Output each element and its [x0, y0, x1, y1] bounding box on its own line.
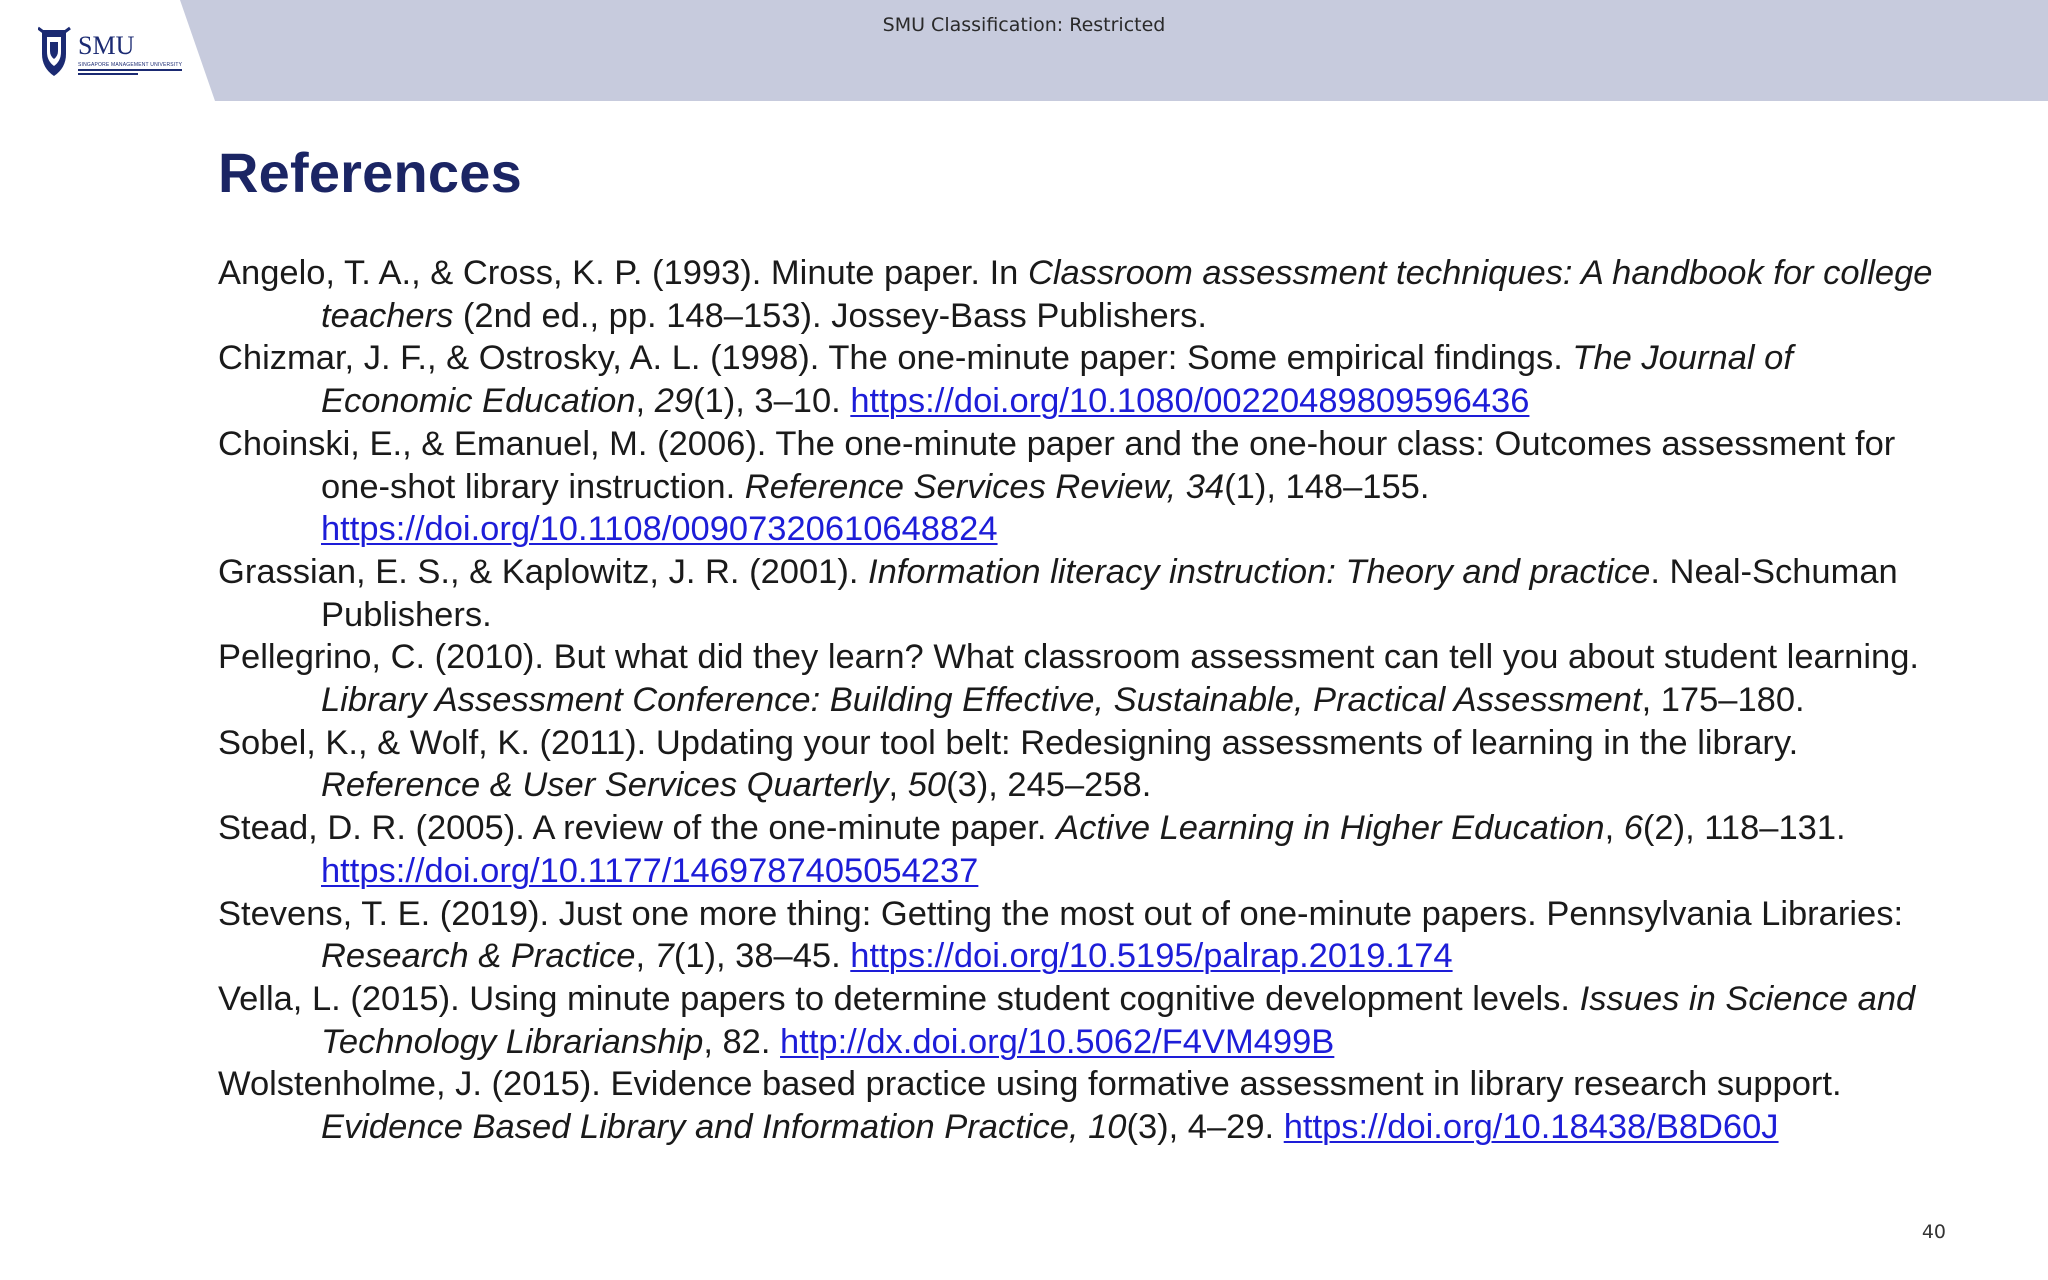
logo-text: SMU — [78, 31, 135, 60]
reference-text: (1), 148–155. — [1224, 467, 1430, 506]
reference-text: (3), 4–29. — [1126, 1108, 1284, 1147]
reference-text: , — [888, 766, 908, 805]
references-list — [218, 252, 1948, 1149]
reference-entry — [218, 893, 1948, 978]
reference-text: , — [635, 382, 655, 421]
reference-text: Angelo, T. A., & Cross, K. P. (1993). Minute paper. In — [218, 254, 1028, 292]
reference-text: , — [635, 937, 655, 976]
page-title: References — [218, 141, 522, 204]
reference-italic-text: Information literacy instruction: Theory and practice — [868, 552, 1651, 591]
reference-text: Stevens, T. E. (2019). Just one more thing: Getting the most out of one-minute papers. Pennsylvania Libraries: — [218, 894, 1904, 933]
doi-link[interactable]: https://doi.org/10.5195/palrap.2019.174 — [850, 937, 1453, 976]
reference-italic-text: Classroom assessment techniques: A handbook for college teachers — [321, 254, 1933, 335]
doi-link[interactable]: https://doi.org/10.1080/00220489809596436 — [850, 382, 1530, 421]
reference-text: . Neal-Schuman Publishers. — [321, 552, 1898, 634]
reference-text: (1), 3–10. — [693, 382, 851, 421]
reference-text: Pellegrino, C. (2010). But what did they learn? What classroom assessment can tell you about student learning. — [218, 638, 1919, 677]
reference-text: (2), 118–131. — [1642, 809, 1846, 848]
reference-entry — [218, 636, 1948, 721]
reference-text: Sobel, K., & Wolf, K. (2011). Updating your tool belt: Redesigning assessments of learning in the library. — [218, 723, 1799, 762]
reference-text: Vella, L. (2015). Using minute papers to determine student cognitive development levels. — [218, 979, 1580, 1018]
reference-italic-text: 7 — [654, 937, 674, 976]
reference-text: (1), 38–45. — [673, 937, 851, 976]
reference-text: Wolstenholme, J. (2015). Evidence based practice using formative assessment in library research support. — [218, 1065, 1842, 1104]
reference-text: Grassian, E. S., & Kaplowitz, J. R. (2001). — [218, 552, 868, 591]
doi-link[interactable]: https://doi.org/10.1177/1469787405054237 — [321, 851, 979, 890]
reference-entry — [218, 423, 1948, 551]
reference-text: Chizmar, J. F., & Ostrosky, A. L. (1998). The one-minute paper: Some empirical findings. — [218, 339, 1573, 378]
reference-italic-text: Library Assessment Conference: Building Effective, Sustainable, Practical Assessment — [321, 681, 1642, 720]
reference-text: , 82. — [703, 1022, 781, 1061]
page-number: 40 — [1921, 1221, 1946, 1243]
reference-text: , — [1604, 809, 1624, 848]
reference-text: , 175–180. — [1641, 681, 1805, 720]
reference-entry — [218, 1063, 1948, 1148]
reference-italic-text: 29 — [654, 382, 694, 421]
reference-text: Stead, D. R. (2005). A review of the one-minute paper. — [218, 809, 1057, 848]
reference-italic-text: Active Learning in Higher Education — [1056, 809, 1605, 848]
reference-entry — [218, 722, 1948, 807]
classification-label: SMU Classification: Restricted — [882, 14, 1166, 36]
reference-italic-text: 6 — [1623, 809, 1643, 848]
reference-entry — [218, 551, 1948, 636]
reference-italic-text: Reference Services Review, 34 — [744, 467, 1225, 506]
reference-italic-text: Issues in Science and Technology Librarianship — [321, 979, 1916, 1061]
doi-link[interactable]: https://doi.org/10.18438/B8D60J — [1283, 1108, 1779, 1147]
doi-link[interactable]: http://dx.doi.org/10.5062/F4VM499B — [780, 1022, 1335, 1061]
reference-entry — [218, 252, 1948, 337]
doi-link[interactable]: https://doi.org/10.1108/00907320610648824 — [321, 510, 998, 549]
reference-entry — [218, 337, 1948, 422]
reference-italic-text: Research & Practice — [321, 937, 636, 976]
logo-subtext: SINGAPORE MANAGEMENT UNIVERSITY — [78, 62, 182, 68]
reference-entry — [218, 807, 1948, 892]
reference-italic-text: Evidence Based Library and Information Practice, 10 — [321, 1108, 1127, 1147]
reference-entry — [218, 978, 1948, 1063]
reference-text: (2nd ed., pp. 148–153). Jossey-Bass Publishers. — [453, 296, 1208, 335]
reference-italic-text: Reference & User Services Quarterly — [321, 766, 889, 805]
reference-text: Choinski, E., & Emanuel, M. (2006). The one-minute paper and the one-hour class: Outcomes assessment for one-shot library instruction. — [218, 424, 1896, 506]
reference-text: (3), 245–258. — [946, 766, 1152, 805]
reference-italic-text: The Journal of Economic Education — [321, 339, 1793, 421]
reference-italic-text: 50 — [907, 766, 947, 805]
